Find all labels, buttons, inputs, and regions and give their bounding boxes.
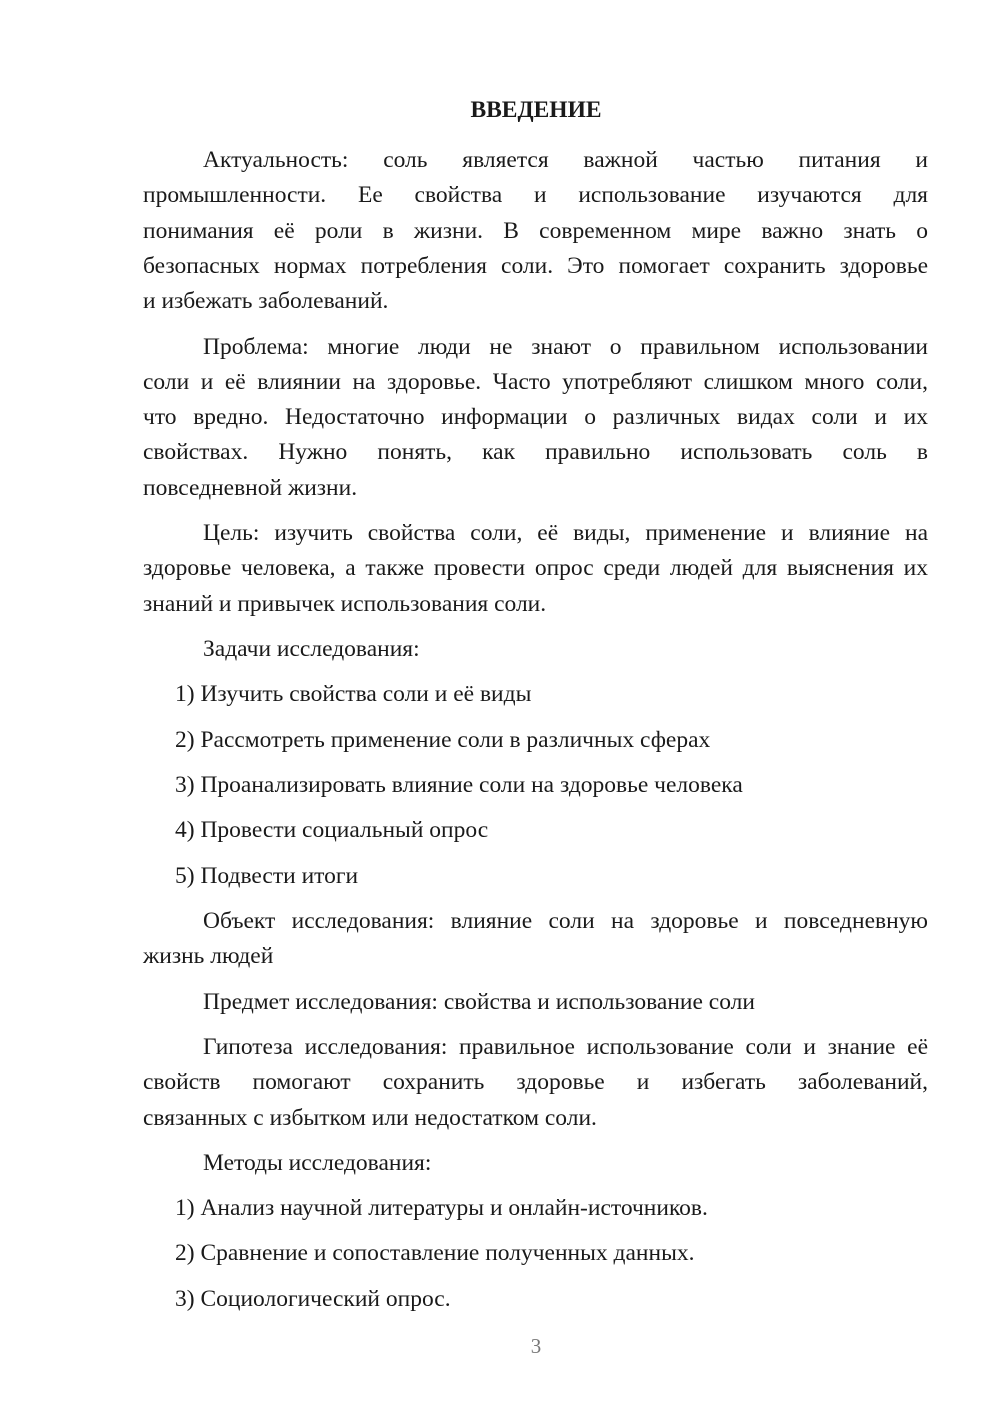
methods-heading: Методы исследования: <box>203 1150 432 1176</box>
list-item: 1) Анализ научной литературы и онлайн-источников. <box>175 1195 708 1221</box>
list-item: 1) Изучить свойства соли и её виды <box>175 681 532 707</box>
text-line: понимания её роли в жизни. В современном мире важно знать о <box>143 218 928 244</box>
text-line: свойств помогают сохранить здоровье и избегать заболеваний, <box>143 1069 928 1095</box>
text-line: Гипотеза исследования: правильное использование соли и знание её <box>203 1034 928 1060</box>
list-item: 2) Сравнение и сопоставление полученных данных. <box>175 1240 695 1266</box>
text-line: свойствах. Нужно понять, как правильно использовать соль в <box>143 439 928 465</box>
text-line: Цель: изучить свойства соли, её виды, применение и влияние на <box>203 520 928 546</box>
text-line: связанных с избытком или недостатком соли. <box>143 1105 597 1131</box>
list-item: 2) Рассмотреть применение соли в различных сферах <box>175 727 711 753</box>
text-line: знаний и привычек использования соли. <box>143 591 547 617</box>
text-line: и избежать заболеваний. <box>143 288 389 314</box>
tasks-heading: Задачи исследования: <box>203 636 420 662</box>
page-number: 3 <box>530 1334 542 1358</box>
list-item: 4) Провести социальный опрос <box>175 817 489 843</box>
paragraph-subject: Предмет исследования: свойства и использование соли <box>203 989 755 1015</box>
page-title: ВВЕДЕНИЕ <box>470 97 602 123</box>
text-line: промышленности. Ее свойства и использование изучаются для <box>143 182 928 208</box>
text-line: Актуальность: соль является важной частью питания и <box>203 147 928 173</box>
text-line: жизнь людей <box>143 943 274 969</box>
text-line: здоровье человека, а также провести опрос среди людей для выяснения их <box>143 555 928 581</box>
text-line: повседневной жизни. <box>143 475 358 501</box>
list-item: 3) Социологический опрос. <box>175 1286 451 1312</box>
text-line: что вредно. Недостаточно информации о различных видах соли и их <box>143 404 928 430</box>
text-line: соли и её влиянии на здоровье. Часто употребляют слишком много соли, <box>143 369 928 395</box>
text-line: Проблема: многие люди не знают о правильном использовании <box>203 334 928 360</box>
list-item: 3) Проанализировать влияние соли на здоровье человека <box>175 772 743 798</box>
text-line: Объект исследования: влияние соли на здоровье и повседневную <box>203 908 928 934</box>
list-item: 5) Подвести итоги <box>175 863 359 889</box>
text-line: безопасных нормах потребления соли. Это помогает сохранить здоровье <box>143 253 928 279</box>
